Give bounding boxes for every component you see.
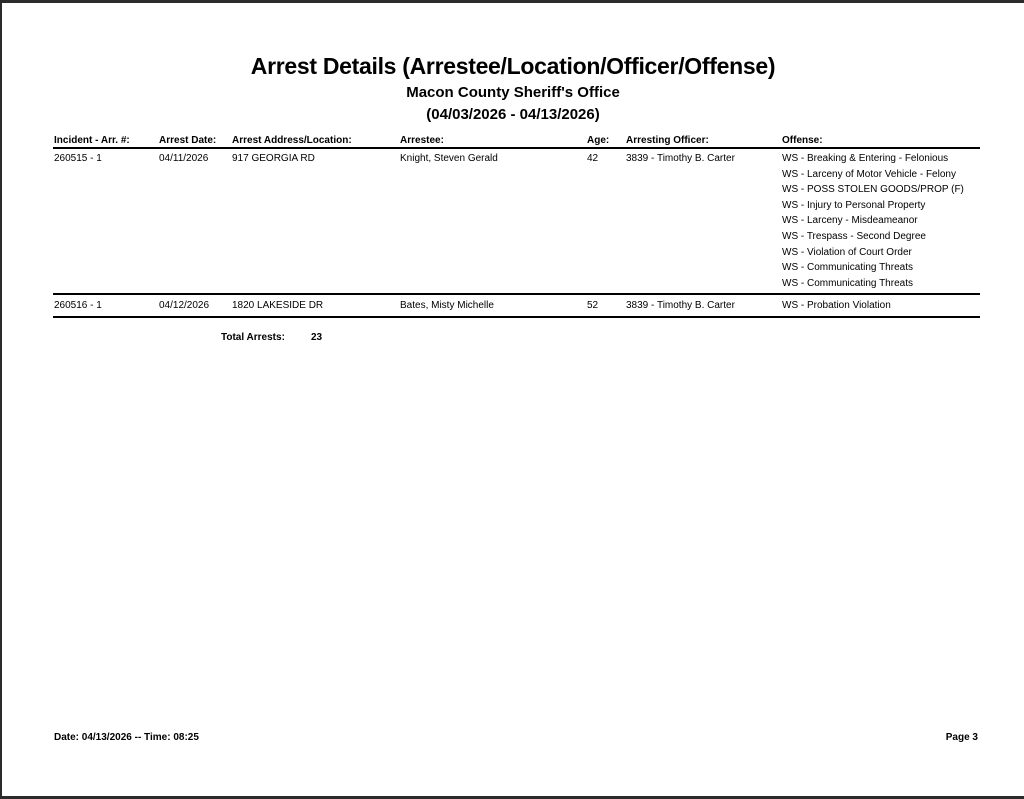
offense: WS - Communicating Threats (782, 277, 913, 289)
offense: WS - Larceny - Misdeameanor (782, 215, 918, 227)
arrestee-name: Knight, Steven Gerald (400, 153, 498, 164)
arresting-officer: 3839 - Timothy B. Carter (626, 300, 735, 311)
incident-number: 260515 - 1 (54, 153, 102, 164)
report-title: Arrest Details (Arrestee/Location/Officer/Offense) (250, 53, 776, 79)
total-arrests-label: Total Arrests: (221, 332, 285, 343)
offense: WS - Violation of Court Order (782, 246, 912, 258)
offense: WS - Breaking & Entering - Felonious (782, 153, 949, 164)
offense: WS - POSS STOLEN GOODS/PROP (F) (782, 184, 964, 196)
arrestee-name: Bates, Misty Michelle (400, 300, 494, 311)
arrestee-age: 52 (587, 300, 599, 311)
report-page (2, 3, 1024, 796)
column-header-address: Arrest Address/Location: (232, 135, 352, 146)
offense: WS - Trespass - Second Degree (782, 231, 926, 242)
arresting-officer: 3839 - Timothy B. Carter (626, 153, 735, 164)
arrest-address: 917 GEORGIA RD (232, 153, 315, 164)
arrest-date: 04/12/2026 (159, 300, 210, 311)
column-header-incident: Incident - Arr. #: (54, 135, 130, 146)
date-range: (04/03/2026 - 04/13/2026) (426, 106, 600, 123)
header-rule (53, 147, 980, 149)
arrestee-age: 42 (587, 153, 599, 164)
column-header-arrestee: Arrestee: (400, 135, 444, 146)
offense: WS - Probation Violation (782, 300, 891, 311)
arrest-address: 1820 LAKESIDE DR (232, 300, 324, 311)
incident-number: 260516 - 1 (54, 300, 102, 311)
arrest-date: 04/11/2026 (159, 153, 209, 164)
column-header-age: Age: (587, 135, 610, 146)
column-header-date: Arrest Date: (159, 135, 217, 146)
total-arrests-value: 23 (311, 332, 323, 343)
offense: WS - Communicating Threats (782, 262, 913, 274)
page-number: Page 3 (945, 732, 978, 743)
agency-name: Macon County Sheriff's Office (406, 84, 620, 101)
offense: WS - Injury to Personal Property (782, 199, 926, 211)
column-header-officer: Arresting Officer: (626, 135, 709, 146)
column-header-offense: Offense: (782, 135, 823, 146)
print-timestamp: Date: 04/13/2026 -- Time: 08:25 (54, 732, 199, 743)
row-rule (53, 316, 980, 318)
row-rule (53, 293, 980, 295)
offense: WS - Larceny of Motor Vehicle - Felony (782, 168, 956, 180)
